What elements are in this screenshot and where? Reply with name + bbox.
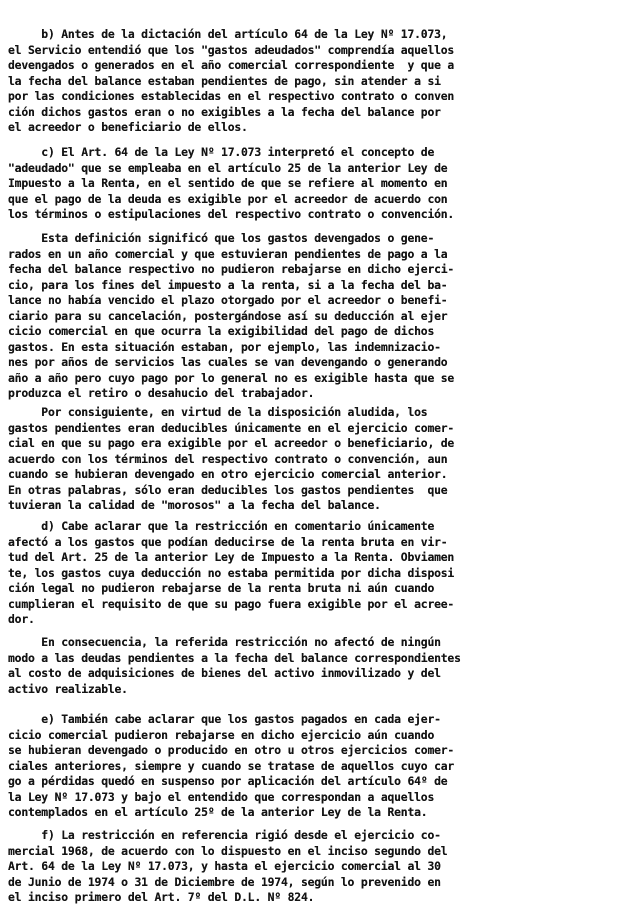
paragraph-c [8,145,630,223]
text-line: gastos pendientes eran deducibles únicamente en el ejercicio comer- [8,420,455,435]
paragraph-b [8,27,630,136]
paragraph-e [8,712,630,821]
paragraph-consecuencia [8,635,630,697]
text-line: En otras palabras, sólo eran deducibles los gastos pendientes que [8,482,448,497]
text-line: go a pérdidas quedó en suspenso por aplicación del artículo 64º de [8,774,448,788]
text-line: ciales anteriores, siempre y cuando se tratase de aquellos cuyo car [8,758,455,773]
paragraph-consiguiente [8,405,630,514]
text-line: e) También cabe aclarar que los gastos pagados en cada ejer- [8,712,441,726]
text-line: cicio comercial en que ocurra la exigibilidad del pago de dichos [8,324,435,338]
text-line: rados en un año comercial y que estuvieran pendientes de pago a la [8,246,448,261]
text-line: que el pago de la deuda es exigible por el acreedor de acuerdo con [8,191,448,206]
text-line: d) Cabe aclarar que la restricción en comentario únicamente [8,519,435,533]
text-line: acuerdo con los términos del respectivo contrato o convención, aun [8,451,448,466]
paragraph-definition [8,231,630,402]
text-line: dor. [8,612,35,626]
paragraph-d [8,519,630,628]
text-line: ción legal no pudieron rebajarse de la renta bruta ni aún cuando [8,581,435,595]
text-line: al costo de adquisiciones de bienes del activo inmovilizado y del [8,666,441,680]
text-line: contemplados en el artículo 25º de la anterior Ley de la Renta. [8,805,428,819]
text-line: el inciso primero del Art. 7º del D.L. Nº 824. [8,890,315,904]
text-line: Impuesto a la Renta, en el sentido de que se refiere al momento en [8,176,448,190]
text-line: b) Antes de la dictación del artículo 64 de la Ley Nº 17.073, [8,27,448,41]
text-line: "adeudado" que se empleaba en el artículo 25 de la anterior Ley de [8,160,448,175]
text-line: afectó a los gastos que podían deducirse de la renta bruta en vir- [8,534,448,549]
text-line: f) La restricción en referencia rigió desde el ejercicio co- [8,828,441,842]
text-line: c) El Art. 64 de la Ley Nº 17.073 interpretó el concepto de [8,145,435,159]
text-line: de Junio de 1974 o 31 de Diciembre de 1974, según lo prevenido en [8,874,441,889]
text-line: lance no había vencido el plazo otorgado por el acreedor o benefi- [8,293,448,307]
paragraph-f [8,828,630,906]
text-line: En consecuencia, la referida restricción no afectó de ningún [8,635,441,649]
text-line: ciario para su cancelación, postergándose así su deducción al ejer [8,308,448,323]
text-line: los términos o estipulaciones del respectivo contrato o convención. [8,207,455,221]
text-line: Esta definición significó que los gastos devengados o gene- [8,231,435,245]
text-line: el acreedor o beneficiario de ellos. [8,120,248,134]
text-line: cio, para los fines del impuesto a la renta, si a la fecha del ba- [8,277,448,292]
text-line: produzca el retiro o desahucio del trabajador. [8,386,315,400]
text-line: tuvieran la calidad de "morosos" a la fecha del balance. [8,498,381,512]
text-line: fecha del balance respectivo no pudieron rebajarse en dicho ejerci- [8,262,455,276]
text-line: la Ley Nº 17.073 y bajo el entendido que correspondan a aquellos [8,789,435,804]
text-line: el Servicio entendió que los "gastos adeudados" comprendía aquellos [8,42,455,57]
text-line: te, los gastos cuya deducción no estaba permitida por dicha disposi [8,565,455,580]
text-line: la fecha del balance estaban pendientes de pago, sin atender a si [8,73,441,88]
text-line: cuando se hubieran devengado en otro ejercicio comercial anterior. [8,467,448,481]
text-line: año a año pero cuyo pago por lo general no es exigible hasta que se [8,370,455,385]
text-line: tud del Art. 25 de la anterior Ley de Impuesto a la Renta. Obviamen [8,550,455,564]
text-line: por las condiciones establecidas en el respectivo contrato o conven [8,89,455,103]
text-line: devengados o generados en el año comercial correspondiente y que a [8,58,455,72]
text-line: Por consiguiente, en virtud de la disposición aludida, los [8,405,428,419]
text-line: mercial 1968, de acuerdo con lo dispuesto en el inciso segundo del [8,843,448,858]
text-line: cumplieran el requisito de que su pago fuera exigible por el acree- [8,596,455,611]
text-line: gastos. En esta situación estaban, por ejemplo, las indemnizacio- [8,339,441,354]
text-line: activo realizable. [8,681,128,696]
text-line: cial en que su pago era exigible por el acreedor o beneficiario, de [8,436,455,450]
text-line: cicio comercial pudieron rebajarse en dicho ejercicio aún cuando [8,727,435,742]
text-line: ción dichos gastos eran o no exigibles a la fecha del balance por [8,104,441,119]
text-line: Art. 64 de la Ley Nº 17.073, y hasta el ejercicio comercial al 30 [8,859,441,873]
text-line: se hubieran devengado o producido en otro u otros ejercicios comer- [8,743,455,757]
text-line: nes por años de servicios las cuales se van devengando o generando [8,355,448,369]
text-line: modo a las deudas pendientes a la fecha del balance correspondientes [8,650,461,665]
